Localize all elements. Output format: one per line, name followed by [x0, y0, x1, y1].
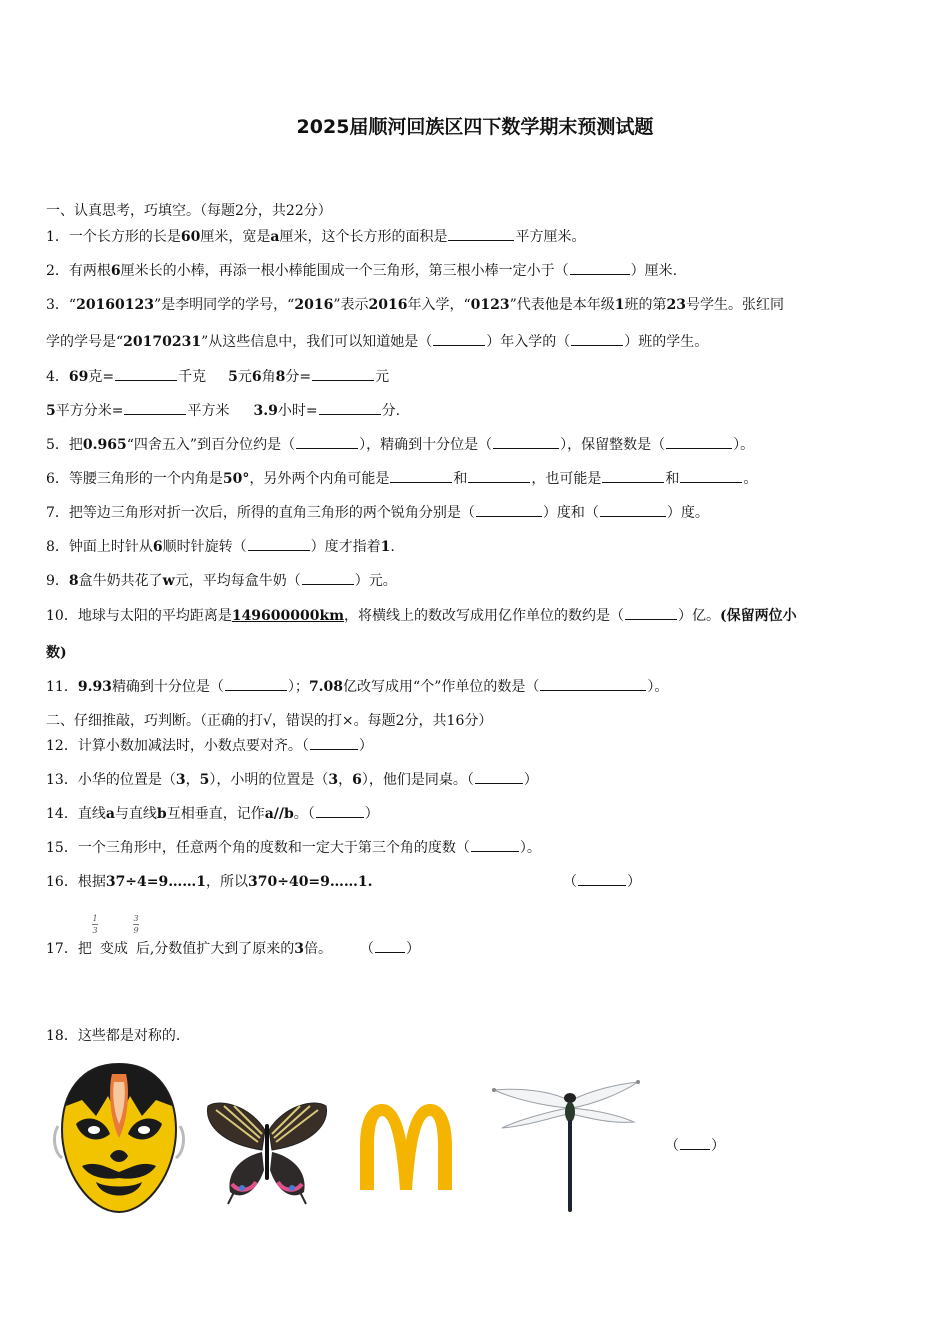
question-17: 17．把 变成 后,分数值扩大到了原来的3倍。 （ ）: [46, 941, 421, 957]
answer-blank[interactable]: [471, 838, 519, 852]
answer-blank[interactable]: [625, 606, 677, 620]
answer-blank[interactable]: [316, 804, 364, 818]
fraction-three-ninths: 3 9: [133, 914, 139, 935]
page-title: 2025届顺河回族区四下数学期末预测试题: [296, 116, 654, 138]
question-12: 12．计算小数加减法时，小数点要对齐。（ ）: [46, 738, 373, 754]
answer-blank[interactable]: [319, 401, 381, 415]
answer-blank[interactable]: [124, 401, 186, 415]
answer-blank[interactable]: [540, 677, 646, 691]
answer-blank[interactable]: [468, 469, 530, 483]
answer-blank[interactable]: [578, 872, 626, 886]
question-13: 13．小华的位置是（3，5），小明的位置是（3，6），他们是同桌。（ ）: [46, 772, 538, 788]
fraction-one-third: 1 3: [92, 914, 98, 935]
answer-blank[interactable]: [476, 503, 542, 517]
answer-blank[interactable]: [312, 367, 374, 381]
dragonfly-icon: [488, 1078, 644, 1216]
answer-blank[interactable]: [475, 770, 523, 784]
golden-arches-icon: [354, 1100, 458, 1192]
question-16-paren: （ ）: [563, 874, 641, 890]
question-11: 11．9.93精确到十分位是（ ）；7.08亿改写成用“个”作单位的数是（ ）。: [46, 679, 669, 695]
question-1: 1．一个长方形的长是60厘米，宽是a厘米，这个长方形的面积是 平方厘米。: [46, 229, 586, 245]
question-8: 8．钟面上时针从6顺时针旋转（ ）度才指着1.: [46, 539, 395, 555]
answer-blank[interactable]: [448, 227, 514, 241]
answer-blank[interactable]: [296, 435, 358, 449]
answer-blank[interactable]: [248, 537, 310, 551]
answer-blank[interactable]: [666, 435, 732, 449]
answer-blank[interactable]: [390, 469, 452, 483]
butterfly-icon: [204, 1100, 330, 1206]
question-3-cont: 学的学号是“20170231”从这些信息中，我们可以知道她是（ ）年入学的（ ）班的学生。: [46, 334, 709, 350]
answer-blank[interactable]: [600, 503, 666, 517]
question-18-paren: （ ）: [665, 1138, 725, 1154]
question-5: 5．把0.965“四舍五入”到百分位约是（ ），精确到十分位是（ ），保留整数是（ ）。: [46, 437, 755, 453]
question-7: 7．把等边三角形对折一次后，所得的直角三角形的两个锐角分别是（ ）度和（ ）度。: [46, 505, 709, 521]
answer-blank[interactable]: [602, 469, 664, 483]
answer-blank[interactable]: [115, 367, 177, 381]
question-15: 15．一个三角形中，任意两个角的度数和一定大于第三个角的度数（ ）。: [46, 840, 541, 856]
question-14: 14．直线a与直线b互相垂直，记作a//b。（ ）: [46, 806, 379, 822]
answer-blank[interactable]: [680, 1136, 710, 1150]
opera-mask-icon: [52, 1060, 186, 1216]
question-9: 9．8盒牛奶共花了w元，平均每盒牛奶（ ）元。: [46, 573, 397, 589]
question-2: 2．有两根6厘米长的小棒，再添一根小棒能围成一个三角形，第三根小棒一定小于（ ）厘米.: [46, 263, 678, 279]
question-4-cont: 5平方分米= 平方米 3.9小时= 分.: [46, 403, 401, 419]
answer-blank[interactable]: [225, 677, 287, 691]
question-10: 10．地球与太阳的平均距离是149600000km，将横线上的数改写成用亿作单位的数约是（ ）亿。(保留两位小: [46, 608, 797, 624]
answer-blank[interactable]: [310, 736, 358, 750]
question-18: 18．这些都是对称的.: [46, 1028, 181, 1044]
section-1-heading: 一、认真思考，巧填空。（每题2分，共22分）: [46, 203, 332, 219]
answer-blank[interactable]: [570, 261, 630, 275]
answer-blank[interactable]: [571, 332, 623, 346]
question-4: 4．69克= 千克 5元6角8分= 元: [46, 369, 390, 385]
question-3: 3．“20160123”是李明同学的学号，“2016”表示2016年入学，“0123”代表他是本年级1班的第23号学生。张红同: [46, 297, 784, 313]
answer-blank[interactable]: [680, 469, 742, 483]
question-10-cont: 数): [46, 645, 67, 661]
answer-blank[interactable]: [433, 332, 485, 346]
answer-blank[interactable]: [302, 571, 354, 585]
answer-blank[interactable]: [375, 939, 405, 953]
section-2-heading: 二、仔细推敲，巧判断。（正确的打√，错误的打×。每题2分，共16分）: [46, 713, 493, 729]
answer-blank[interactable]: [493, 435, 559, 449]
question-6: 6．等腰三角形的一个内角是50°，另外两个内角可能是 和 ，也可能是 和 。: [46, 471, 758, 487]
question-16: 16．根据37÷4=9……1，所以370÷40=9……1.: [46, 874, 373, 890]
